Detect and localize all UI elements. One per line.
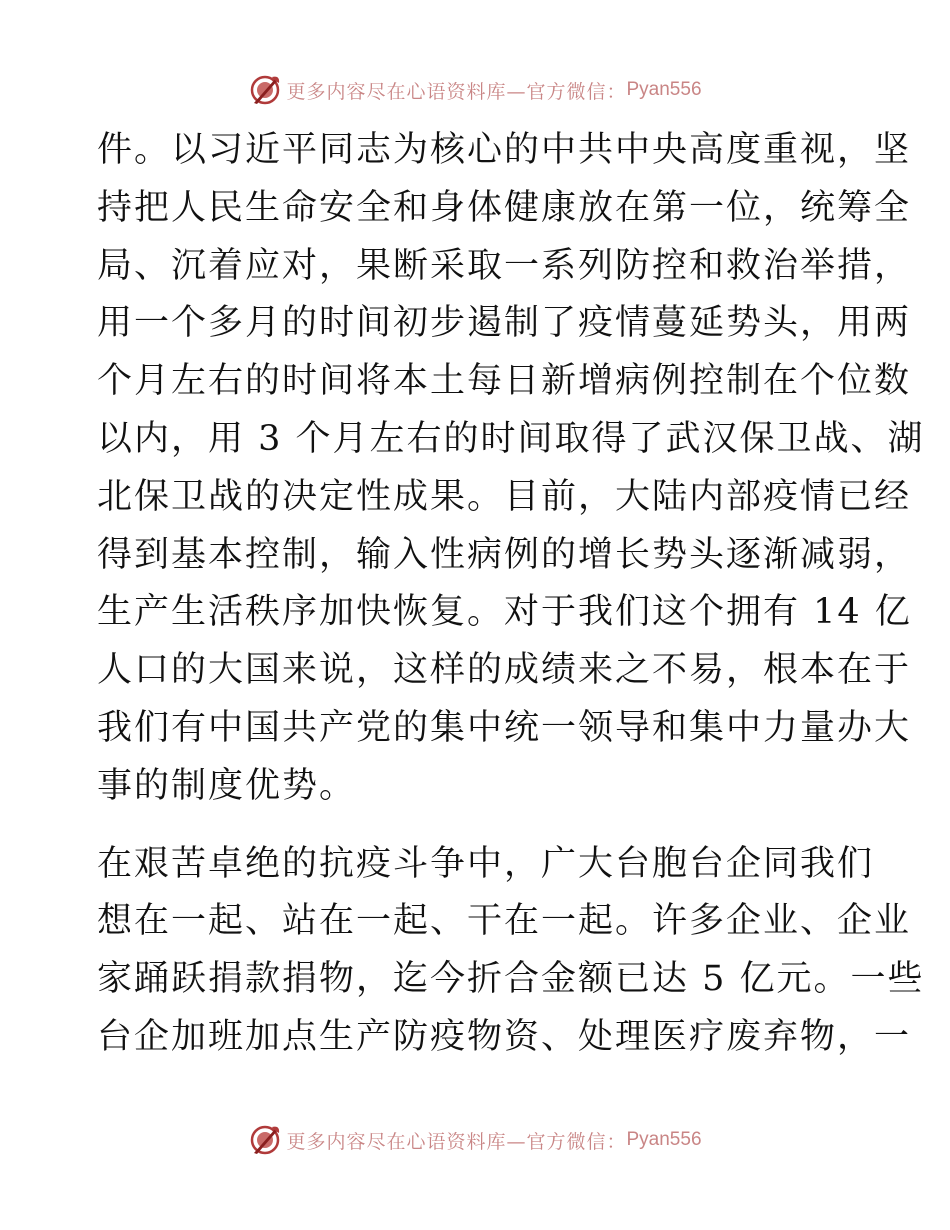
text-line: 局、沉着应对，果断采取一系列防控和救治举措， bbox=[97, 245, 912, 286]
text-line: 件。以习近平同志为核心的中共中央高度重视，坚 bbox=[97, 130, 912, 170]
quill-seal-logo-icon bbox=[248, 73, 282, 107]
paragraph-1 bbox=[97, 122, 925, 816]
text-line: 持把人民生命安全和身体健康放在第一位，统筹全 bbox=[97, 187, 912, 228]
text-line: 用一个多月的时间初步遏制了疫情蔓延势头，用两 bbox=[97, 303, 912, 344]
wechat-id: Pyan556 bbox=[626, 1129, 702, 1150]
text-line: 家踊跃捐款捐物，迄今折合金额已达 5 亿元。一些 bbox=[97, 959, 925, 1000]
text-line: 生产生活秩序加快恢复。对于我们这个拥有 14 亿 bbox=[97, 592, 912, 633]
text-line: 得到基本控制，输入性病例的增长势头逐渐减弱， bbox=[97, 534, 912, 575]
text-line: 北保卫战的决定性成果。目前，大陆内部疫情已经 bbox=[97, 476, 912, 517]
text-line: 在艰苦卓绝的抗疫斗争中，广大台胞台企同我们 bbox=[97, 843, 875, 884]
quill-seal-logo-icon bbox=[248, 1123, 282, 1157]
text-line: 事的制度优势。 bbox=[97, 765, 357, 806]
text-line: 想在一起、站在一起、干在一起。许多企业、企业 bbox=[97, 901, 912, 942]
wechat-id: Pyan556 bbox=[626, 79, 702, 100]
text-line: 以内，用 3 个月左右的时间取得了武汉保卫战、湖 bbox=[97, 418, 925, 459]
header-watermark-banner bbox=[0, 70, 950, 110]
text-line: 个月左右的时间将本土每日新增病例控制在个位数 bbox=[97, 361, 912, 402]
paragraph-spacer bbox=[97, 816, 857, 836]
document-body bbox=[97, 122, 925, 1067]
text-line: 台企加班加点生产防疫物资、处理医疗废弃物，一 bbox=[97, 1016, 912, 1057]
footer-watermark-banner bbox=[0, 1120, 950, 1160]
text-line: 我们有中国共产党的集中统一领导和集中力量办大 bbox=[97, 707, 912, 748]
paragraph-2 bbox=[97, 836, 925, 1067]
banner-text: 更多内容尽在心语资料库—官方微信： bbox=[286, 1130, 627, 1153]
banner-text: 更多内容尽在心语资料库—官方微信： bbox=[286, 80, 627, 103]
text-line: 人口的大国来说，这样的成绩来之不易，根本在于 bbox=[97, 650, 912, 691]
